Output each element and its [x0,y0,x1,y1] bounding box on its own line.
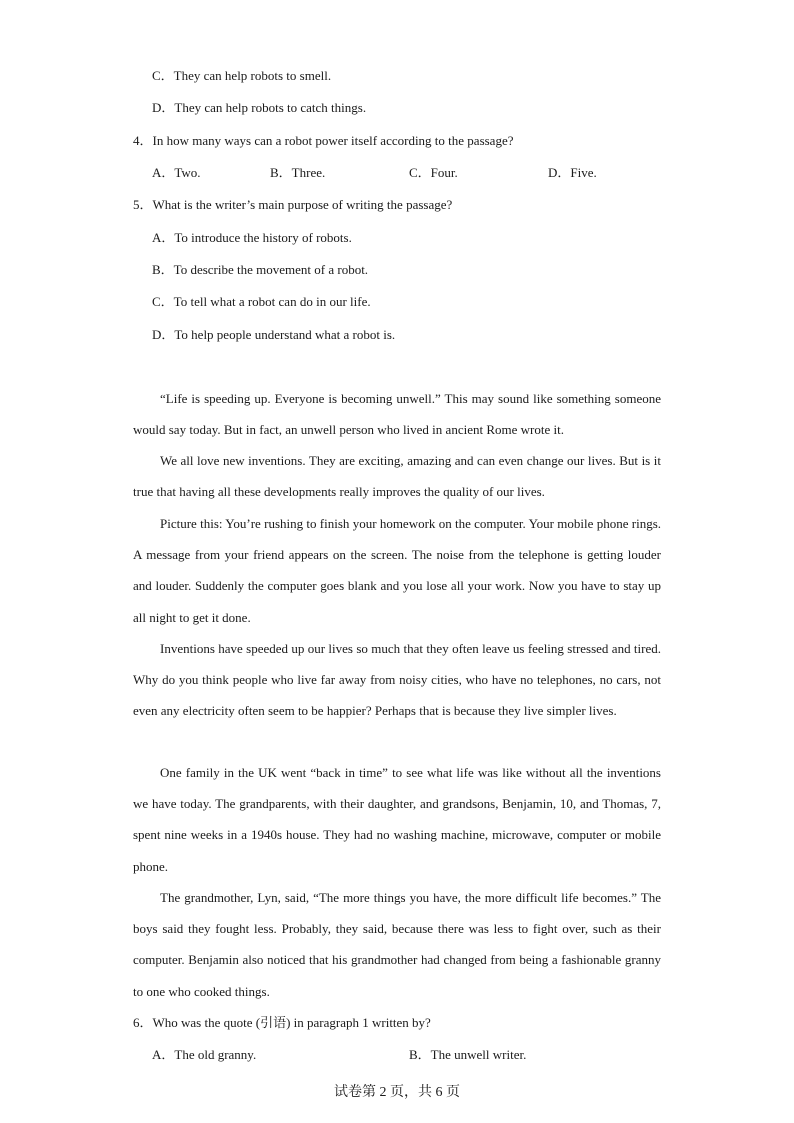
q6-option-a: A．The old granny. [152,1047,257,1062]
q4-question: 4．In how many ways can a robot power itself according to the passage? [133,133,514,148]
q6-question: 6．Who was the quote (引语) in paragraph 1 written by? [133,1015,431,1030]
q4-option-d: D．Five. [548,165,597,180]
passage-paragraph-1: “Life is speeding up. Everyone is becoming unwell.” This may sound like something someone would say today. But in fact, an unwell person who lived in ancient Rome wrote it. [133,391,661,438]
q4-option-b: B．Three. [270,165,326,180]
passage-paragraph-4: Inventions have speeded up our lives so much that they often leave us feeling stressed and tired. Why do you think people who live far away from noisy cities, who have no telephones, no cars, not even any electricity often seem to be happier? Perhaps that is because they live simpler lives. [133,641,661,719]
passage-paragraph-5: One family in the UK went “back in time” to see what life was like without all the inventions we have today. The grandparents, with their daughter, and grandsons, Benjamin, 10, and Thomas, 7, spent nine weeks in a 1940s house. They had no washing machine, microwave, computer or mobile phone. [133,765,661,874]
passage-paragraph-6: The grandmother, Lyn, said, “The more things you have, the more difficult life becomes.” The boys said they fought less. Probably, they said, because there was less to fight over, such as their computer. Benjamin also noticed that his grandmother had changed from being a fashionable granny to one who cooked things. [133,890,661,999]
passage-paragraph-2: We all love new inventions. They are exciting, amazing and can even change our lives. But is it true that having all these developments really improves the quality of our lives. [133,453,661,500]
q6-option-b: B．The unwell writer. [409,1047,527,1062]
q5-option-b: B．To describe the movement of a robot. [152,262,369,277]
q5-option-c: C．To tell what a robot can do in our life. [152,294,371,309]
q4-option-a: A．Two. [152,165,201,180]
q3-option-c: C．They can help robots to smell. [152,68,332,83]
q3-option-d: D．They can help robots to catch things. [152,100,367,115]
q5-question: 5．What is the writer’s main purpose of writing the passage? [133,197,453,212]
q5-option-a: A．To introduce the history of robots. [152,230,352,245]
q4-option-c: C．Four. [409,165,458,180]
page-footer: 试卷第 2 页，共 6 页 [334,1085,460,1100]
passage-paragraph-3: Picture this: You’re rushing to finish your homework on the computer. Your mobile phone rings. A message from your friend appears on the screen. The noise from the telephone is getting louder and louder. Suddenly the computer goes blank and you lose all your work. Now you have to stay up all night to get it done. [133,516,661,625]
q5-option-d: D．To help people understand what a robot is. [152,327,396,342]
